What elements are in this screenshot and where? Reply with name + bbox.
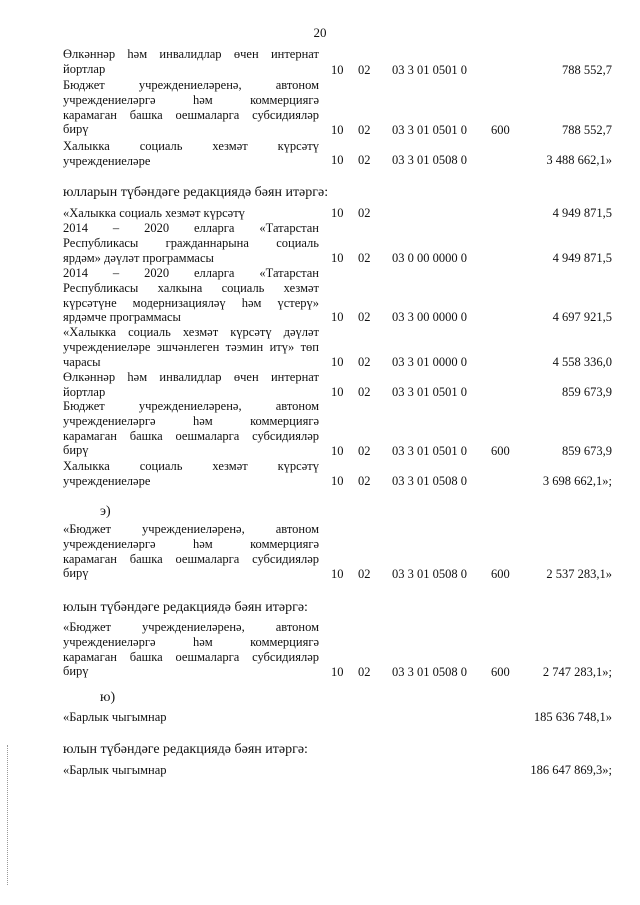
section-code: 10 bbox=[331, 444, 344, 458]
target-article-code: 03 3 01 0508 0 bbox=[392, 665, 467, 679]
amount: 859 673,9 bbox=[562, 385, 612, 399]
subsection-code: 02 bbox=[358, 310, 371, 324]
target-article-code: 03 3 01 0000 0 bbox=[392, 355, 467, 369]
instruction-text: юлларын түбәндәге редакциядә бәян итәргә: bbox=[63, 185, 329, 200]
row-description: Бюджет учреждениеләренә, автоном учреждениеләргә һәм коммерциягә карамаган башка оешмаларга субсидияләр бирү bbox=[63, 78, 319, 137]
instruction-text: юлын түбәндәге редакциядә бәян итәргә: bbox=[63, 600, 308, 615]
expense-type-code: 600 bbox=[491, 444, 510, 458]
section-code: 10 bbox=[331, 153, 344, 167]
section-code: 10 bbox=[331, 206, 344, 220]
margin-line bbox=[7, 745, 9, 885]
total-label: «Барлык чыгымнар bbox=[63, 710, 167, 724]
amount: 3 488 662,1» bbox=[546, 153, 612, 167]
subsection-code: 02 bbox=[358, 206, 371, 220]
section-code: 10 bbox=[331, 474, 344, 488]
subsection-code: 02 bbox=[358, 567, 371, 581]
amount: 788 552,7 bbox=[562, 123, 612, 137]
subsection-code: 02 bbox=[358, 153, 371, 167]
row-description: «Бюджет учреждениеләренә, автоном учреждениеләргә һәм коммерциягә карамаган башка оешмаларга субсидияләр бирү bbox=[63, 522, 319, 581]
section-code: 10 bbox=[331, 251, 344, 265]
subsection-code: 02 bbox=[358, 63, 371, 77]
amount: 788 552,7 bbox=[562, 63, 612, 77]
item-letter: э) bbox=[100, 504, 111, 519]
expense-type-code: 600 bbox=[491, 123, 510, 137]
amount: 4 949 871,5 bbox=[552, 251, 612, 265]
row-description: Халыкка социаль хезмәт күрсәтү учреждениеләре bbox=[63, 139, 319, 168]
subsection-code: 02 bbox=[358, 444, 371, 458]
expense-type-code: 600 bbox=[491, 567, 510, 581]
expense-type-code: 600 bbox=[491, 665, 510, 679]
amount: 2 747 283,1»; bbox=[542, 665, 612, 679]
subsection-code: 02 bbox=[358, 355, 371, 369]
total-amount: 185 636 748,1» bbox=[533, 710, 612, 724]
section-code: 10 bbox=[331, 567, 344, 581]
amount: 2 537 283,1» bbox=[546, 567, 612, 581]
page-number: 20 bbox=[313, 25, 327, 40]
section-code: 10 bbox=[331, 355, 344, 369]
target-article-code: 03 3 00 0000 0 bbox=[392, 310, 467, 324]
amount: 4 558 336,0 bbox=[552, 355, 612, 369]
subsection-code: 02 bbox=[358, 665, 371, 679]
amount: 4 697 921,5 bbox=[552, 310, 612, 324]
target-article-code: 03 3 01 0501 0 bbox=[392, 444, 467, 458]
amount: 4 949 871,5 bbox=[552, 206, 612, 220]
subsection-code: 02 bbox=[358, 385, 371, 399]
target-article-code: 03 3 01 0508 0 bbox=[392, 474, 467, 488]
instruction-text: юлын түбәндәге редакциядә бәян итәргә: bbox=[63, 742, 308, 757]
target-article-code: 03 0 00 0000 0 bbox=[392, 251, 467, 265]
amount: 859 673,9 bbox=[562, 444, 612, 458]
target-article-code: 03 3 01 0508 0 bbox=[392, 567, 467, 581]
row-description: Өлкәннәр һәм инвалидлар өчен интернат йортлар bbox=[63, 370, 319, 399]
target-article-code: 03 3 01 0501 0 bbox=[392, 63, 467, 77]
total-label: «Барлык чыгымнар bbox=[63, 763, 167, 777]
total-amount: 186 647 869,3»; bbox=[530, 763, 612, 777]
row-description: Өлкәннәр һәм инвалидлар өчен интернат йортлар bbox=[63, 47, 319, 76]
amount: 3 698 662,1»; bbox=[542, 474, 612, 488]
subsection-code: 02 bbox=[358, 123, 371, 137]
section-code: 10 bbox=[331, 123, 344, 137]
row-description: Халыкка социаль хезмәт күрсәтү учреждениеләре bbox=[63, 459, 319, 488]
item-letter: ю) bbox=[100, 690, 116, 705]
section-code: 10 bbox=[331, 310, 344, 324]
target-article-code: 03 3 01 0501 0 bbox=[392, 123, 467, 137]
row-description: Бюджет учреждениеләренә, автоном учреждениеләргә һәм коммерциягә карамаган башка оешмаларга субсидияләр бирү bbox=[63, 399, 319, 458]
row-description: 2014 – 2020 елларга «Татарстан Республикасы гражданнарына социаль ярдәм» дәүләт программасы bbox=[63, 221, 319, 265]
section-code: 10 bbox=[331, 63, 344, 77]
row-description: «Халыкка социаль хезмәт күрсәтү дәүләт учреждениеләре эшчәнлеген тәэмин итү» төп чарасы bbox=[63, 325, 319, 369]
subsection-code: 02 bbox=[358, 474, 371, 488]
row-description: «Халыкка социаль хезмәт күрсәтү bbox=[63, 206, 245, 220]
section-code: 10 bbox=[331, 385, 344, 399]
section-code: 10 bbox=[331, 665, 344, 679]
subsection-code: 02 bbox=[358, 251, 371, 265]
row-description: 2014 – 2020 елларга «Татарстан Республикасы халкына социаль хезмәт күрсәтүне модернизацияләү һәм үстерү» ярдәмче программасы bbox=[63, 266, 319, 325]
target-article-code: 03 3 01 0508 0 bbox=[392, 153, 467, 167]
row-description: «Бюджет учреждениеләренә, автоном учреждениеләргә һәм коммерциягә карамаган башка оешмаларга субсидияләр бирү bbox=[63, 620, 319, 679]
target-article-code: 03 3 01 0501 0 bbox=[392, 385, 467, 399]
